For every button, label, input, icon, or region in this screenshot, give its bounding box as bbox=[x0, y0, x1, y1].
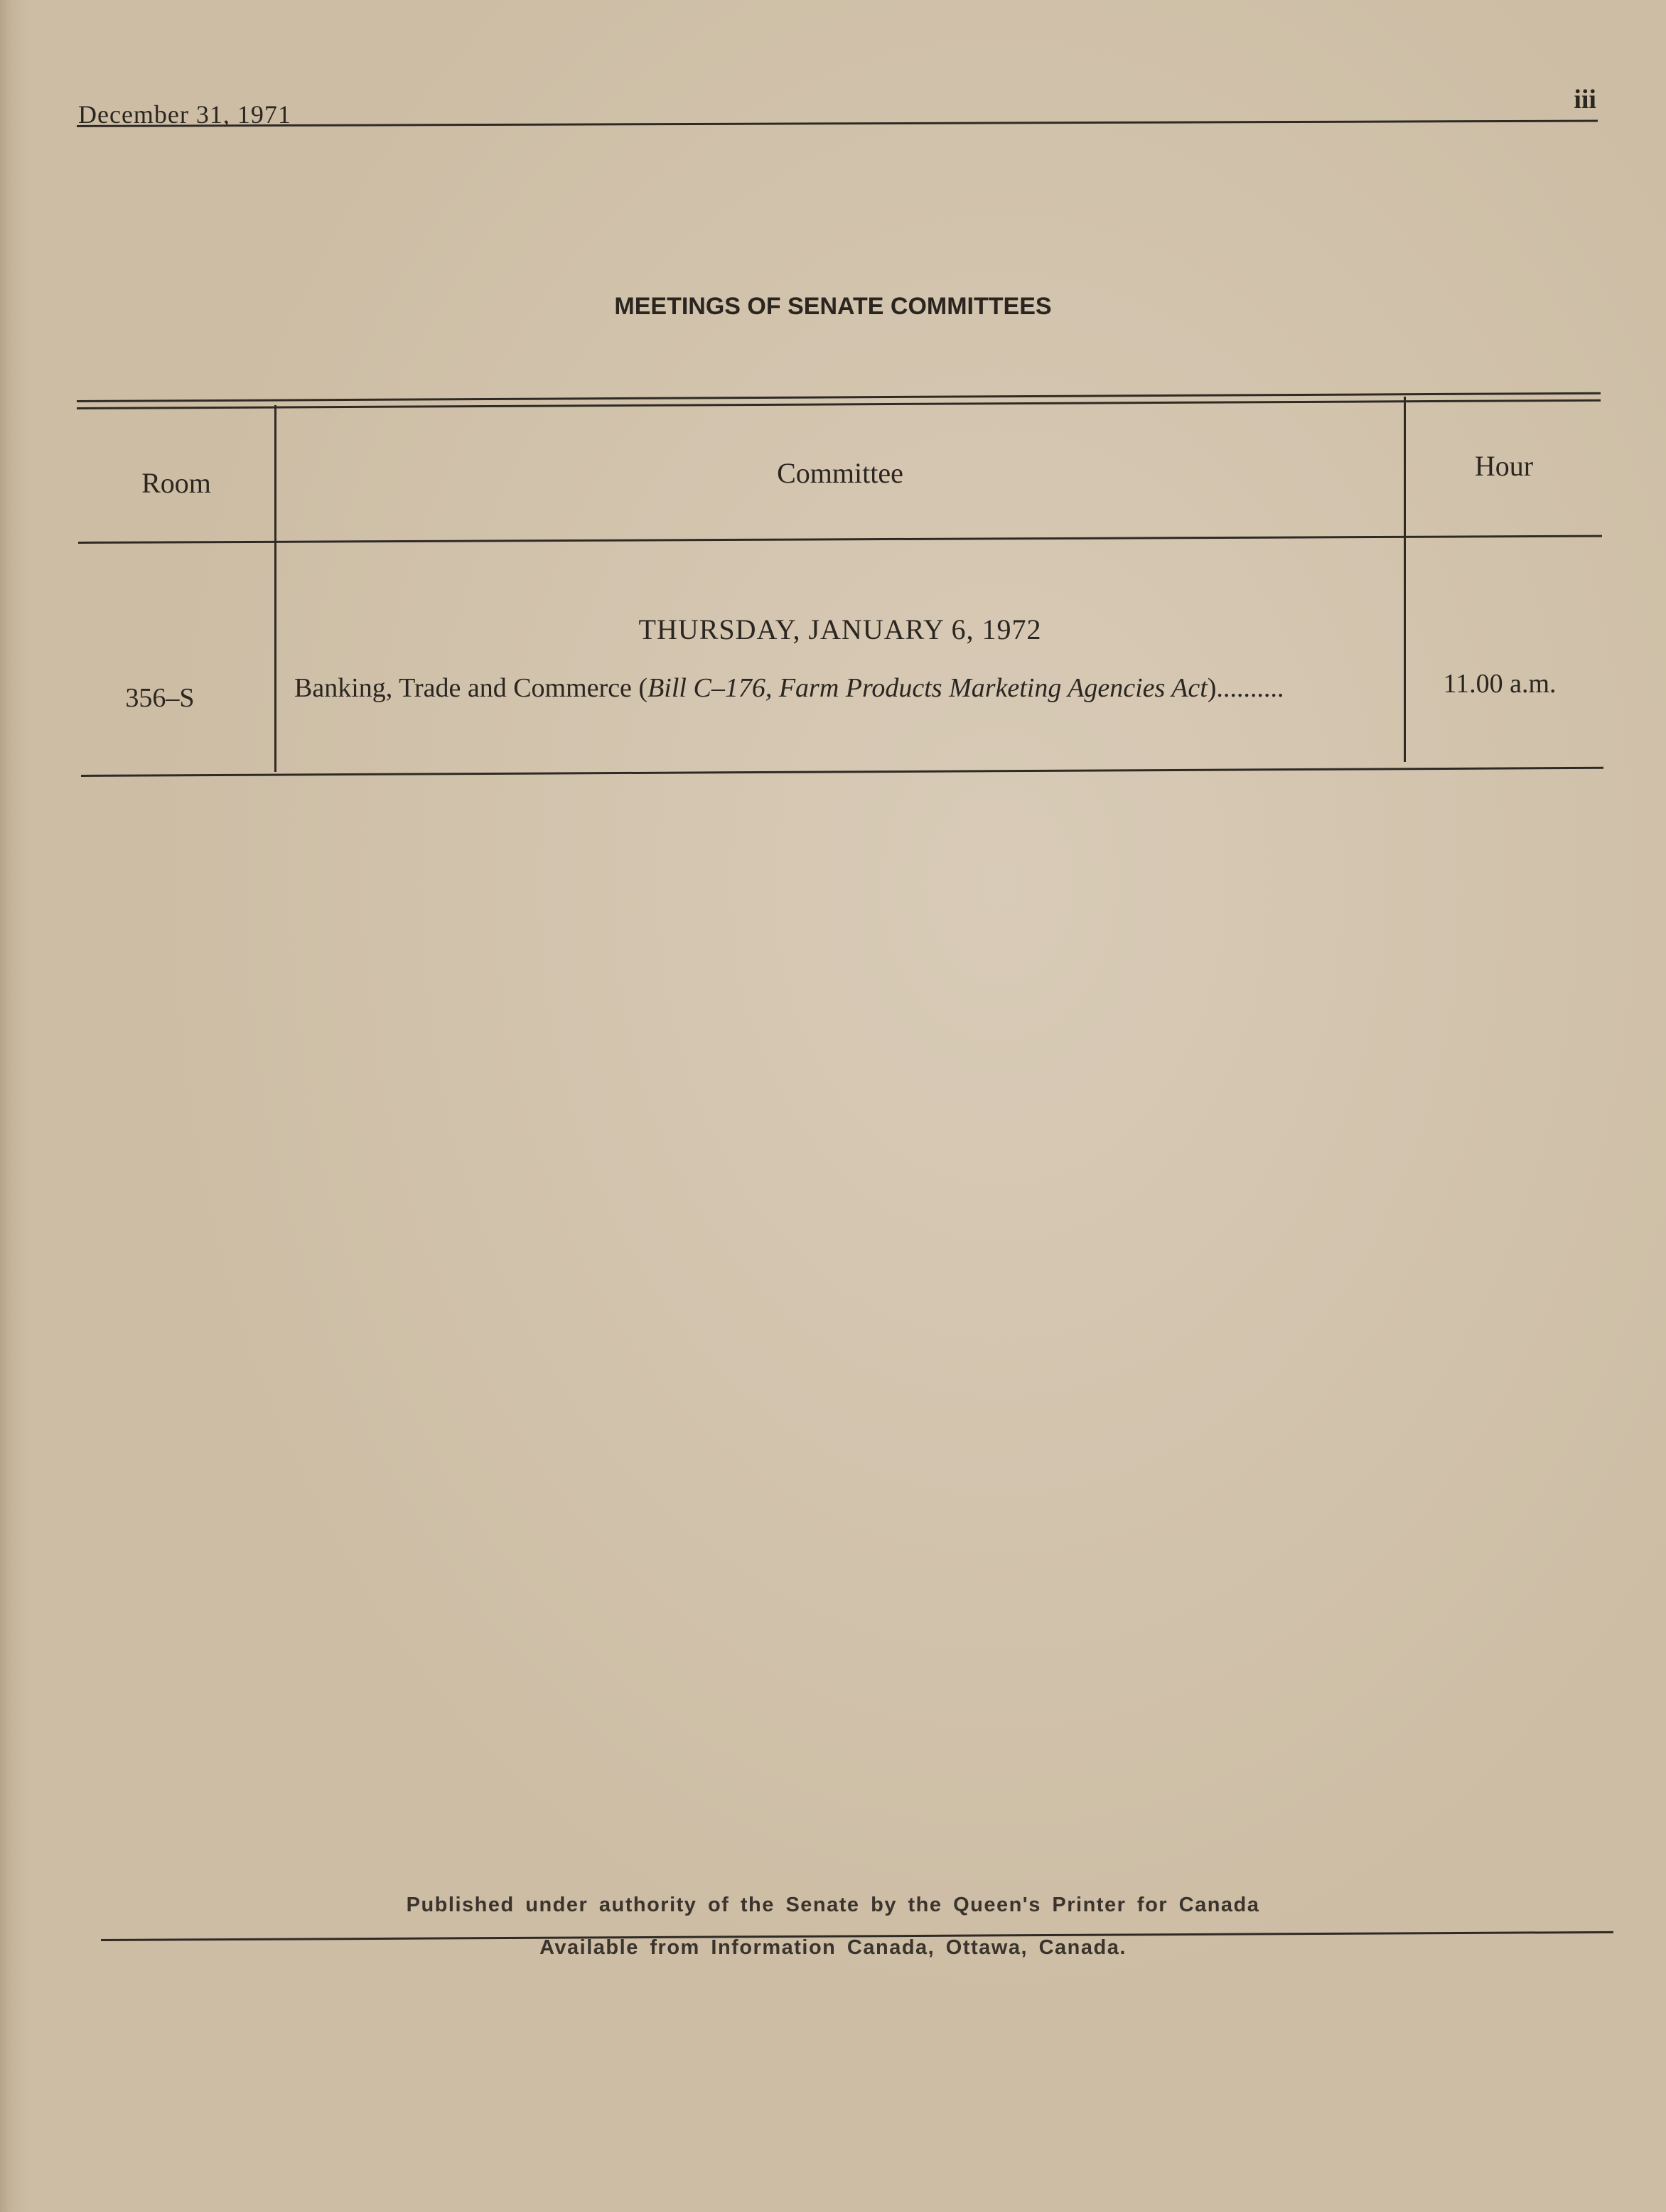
header-rule bbox=[77, 120, 1598, 127]
footer-publisher-line: Published under authority of the Senate by the Queen's Printer for Canada bbox=[406, 1894, 1260, 1916]
committee-name: Banking, Trade and Commerce ( bbox=[294, 673, 648, 703]
day-heading: THURSDAY, JANUARY 6, 1972 bbox=[638, 613, 1042, 645]
footer-availability-line: Available from Information Canada, Ottawa, Canada. bbox=[539, 1936, 1127, 1959]
table-cell-committee bbox=[294, 672, 1284, 704]
page-number: iii bbox=[1574, 85, 1596, 114]
page-title: MEETINGS OF SENATE COMMITTEES bbox=[614, 293, 1052, 320]
committee-leader-dots: ).......... bbox=[1207, 673, 1284, 703]
table-cell-room: 356–S bbox=[125, 683, 195, 713]
running-date: December 31, 1971 bbox=[78, 100, 291, 129]
column-header-hour: Hour bbox=[1474, 450, 1534, 482]
table-header-rule bbox=[78, 535, 1602, 544]
table-bottom-rule bbox=[81, 767, 1603, 777]
column-header-committee: Committee bbox=[777, 457, 903, 489]
bill-title: Bill C–176, Farm Products Marketing Agencies Act bbox=[647, 673, 1208, 703]
table-cell-hour: 11.00 a.m. bbox=[1443, 669, 1557, 699]
column-header-room: Room bbox=[141, 467, 211, 499]
